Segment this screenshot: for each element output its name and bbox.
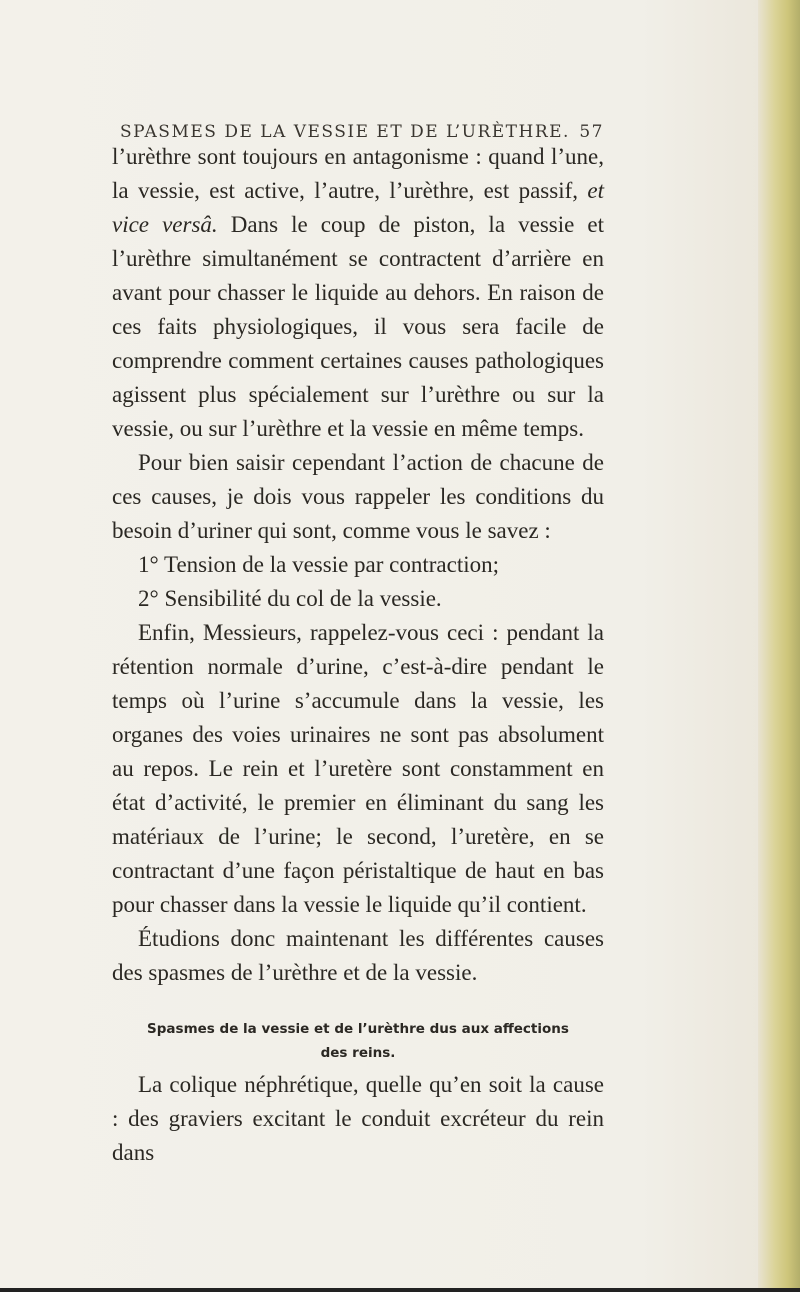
paragraph-3: Enfin, Messieurs, rappelez-vous ceci : pendant la rétention normale d’urine, c’est-à-dire pendant le temps où l’urine s’accumule dans la vessie, les organes des voies urinaires ne sont pas absolument au repos. Le rein et l’uretère sont constamment en état d’activité, le premier en éliminant du sang les matériaux de l’urine; le second, l’uretère, en se contractant d’une façon péristaltique de haut en bas pour chasser dans la vessie le liquide qu’il contient.	[112, 620, 604, 917]
list-item-2: 2° Sensibilité du col de la vessie.	[138, 586, 442, 611]
running-title: SPASMES DE LA VESSIE ET DE L’URÈTHRE.	[120, 122, 570, 142]
section-heading-line-1: Spasmes de la vessie et de l’urèthre dus aux affections	[147, 1021, 569, 1037]
paragraph-5: La colique néphrétique, quelle qu’en soit la cause : des graviers excitant le conduit excréteur du rein dans	[112, 1072, 604, 1165]
paragraph-2: Pour bien saisir cependant l’action de chacune de ces causes, je dois vous rappeler les conditions du besoin d’uriner qui sont, comme vous le savez :	[112, 450, 604, 543]
list-item-1: 1° Tension de la vessie par contraction;	[138, 552, 500, 577]
bottom-rule	[0, 1288, 800, 1292]
paragraph-4: Étudions donc maintenant les différentes causes des spasmes de l’urèthre et de la vessie.	[112, 926, 604, 985]
italic-phrase: et vice versâ.	[112, 178, 604, 237]
page-edge	[758, 0, 800, 1292]
paragraph-1: l’urèthre sont toujours en antagonisme : quand l’une, la vessie, est active, l’autre, l’urèthre, est passif, et vice versâ. Dans le coup de piston, la vessie et l’urèthre simultanément se contractent d’arrière en avant pour chasser le liquide au dehors. En raison de ces faits physiologiques, il vous sera facile de comprendre comment certaines causes pathologiques agissent plus spécialement sur l’urèthre ou sur la vessie, ou sur l’urèthre et la vessie en même temps.	[112, 144, 604, 441]
body-text	[112, 140, 604, 990]
page-number: 57	[579, 122, 604, 142]
section-heading-line-2: des reins.	[320, 1045, 396, 1061]
section-heading	[112, 1017, 604, 1065]
section-text	[112, 1068, 604, 1170]
